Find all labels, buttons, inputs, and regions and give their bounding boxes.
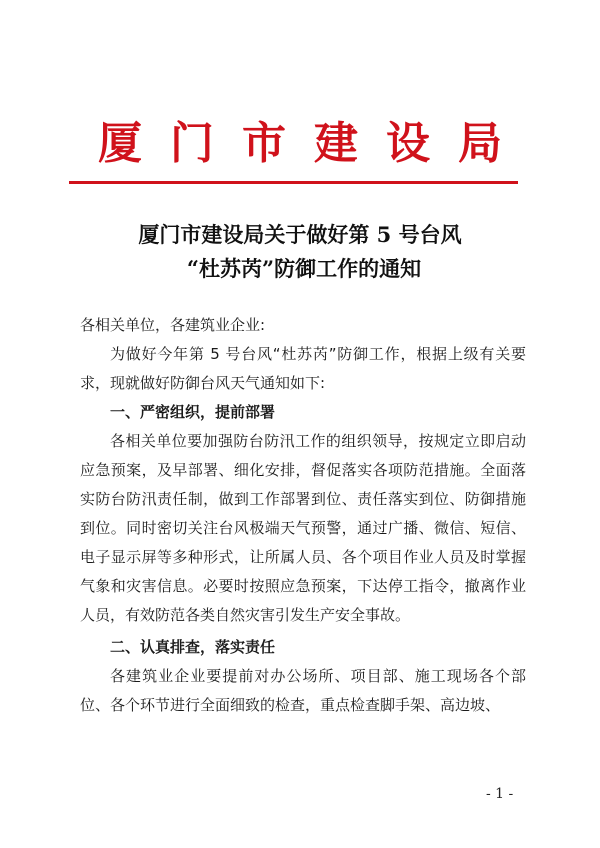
document-title-line-1: 厦门市建设局关于做好第 5 号台风 <box>138 222 462 247</box>
red-divider-rule <box>69 181 518 184</box>
section-heading-2: 二、认真排查，落实责任 <box>110 638 276 656</box>
section-paragraph-2: 各建筑业企业要提前对办公场所、项目部、施工现场各个部位、各个环节进行全面细致的检查，重点检查脚手架、高边坡、 <box>80 667 526 714</box>
document-body <box>80 311 526 720</box>
intro-paragraph: 为做好今年第 5 号台风“杜苏芮”防御工作，根据上级有关要求，现就做好防御台风天气通知如下: <box>80 345 526 392</box>
salutation: 各相关单位，各建筑业企业: <box>80 316 266 334</box>
org-header-title: 厦门市建设局 <box>98 118 530 169</box>
document-title <box>0 218 600 286</box>
page-number: - 1 - <box>486 786 514 802</box>
section-heading-1: 一、严密组织，提前部署 <box>110 403 276 421</box>
document-title-line-2: “杜苏芮”防御工作的通知 <box>186 256 422 281</box>
section-paragraph-1: 各相关单位要加强防台防汛工作的组织领导，按规定立即启动应急预案，及早部署、细化安排，督促落实各项防范措施。全面落实防台防汛责任制，做到工作部署到位、责任落实到位、防御措施到位。同时密切关注台风极端天气预警，通过广播、微信、短信、电子显示屏等多种形式，让所属人员、各个项目作业人员及时掌握气象和灾害信息。必要时按照应急预案，下达停工指令，撤离作业人员，有效防范各类自然灾害引发生产安全事故。 <box>80 432 526 624</box>
